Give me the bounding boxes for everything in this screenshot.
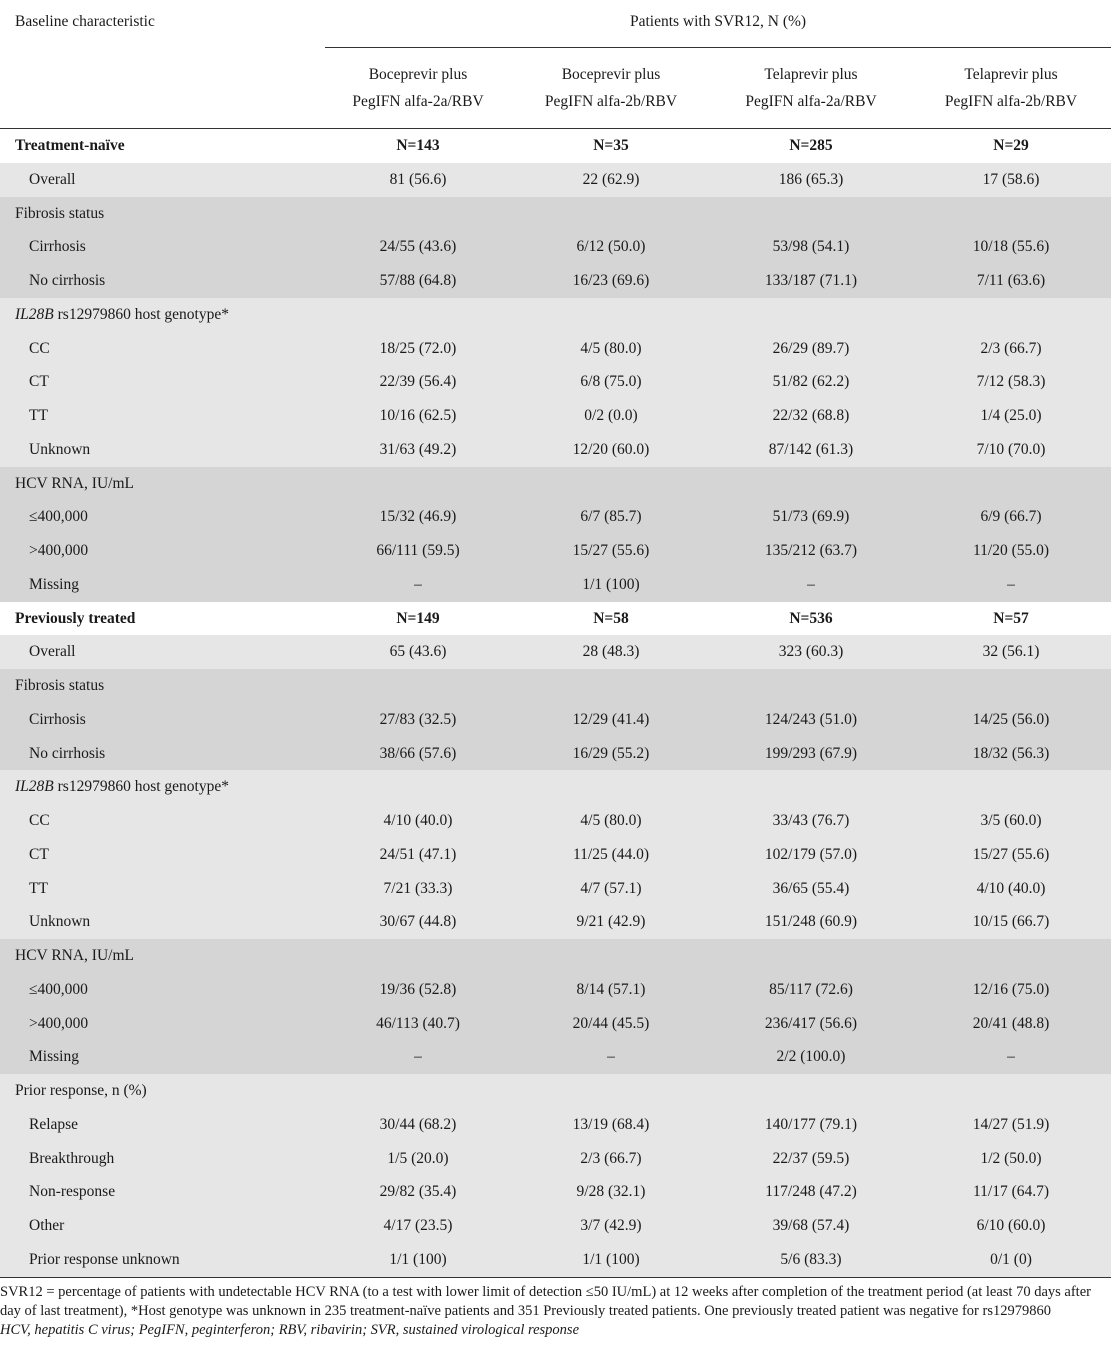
table-cell: 151/248 (60.9) <box>711 905 911 939</box>
table-cell: N=285 <box>711 129 911 163</box>
table-cell <box>911 770 1111 804</box>
col-header-baseline: Baseline characteristic <box>15 13 155 30</box>
table-cell: N=536 <box>711 602 911 636</box>
table-cell: 4/17 (23.5) <box>325 1209 511 1243</box>
table-cell: 6/12 (50.0) <box>511 230 711 264</box>
table-cell: 18/32 (56.3) <box>911 737 1111 771</box>
row-label: ≤400,000 <box>0 973 325 1007</box>
table-cell: 38/66 (57.6) <box>325 737 511 771</box>
table-cell: 14/25 (56.0) <box>911 703 1111 737</box>
table-cell: 11/20 (55.0) <box>911 534 1111 568</box>
table-cell: 7/21 (33.3) <box>325 872 511 906</box>
table-row <box>0 365 1111 399</box>
table-cell <box>325 467 511 501</box>
table-cell: 323 (60.3) <box>711 635 911 669</box>
table-cell: 3/7 (42.9) <box>511 1209 711 1243</box>
table-cell: 0/1 (0) <box>911 1243 1111 1277</box>
table-row <box>0 467 1111 501</box>
table-cell <box>911 1074 1111 1108</box>
row-label: Fibrosis status <box>0 197 325 231</box>
table-cell: – <box>911 1040 1111 1074</box>
table-row <box>0 1040 1111 1074</box>
table-cell: 236/417 (56.6) <box>711 1007 911 1041</box>
col-header-3: Telaprevir plus PegIFN alfa-2a/RBV <box>711 48 911 129</box>
row-label <box>0 298 325 332</box>
table-cell: 3/5 (60.0) <box>911 804 1111 838</box>
table-cell <box>325 1074 511 1108</box>
row-label: CC <box>0 332 325 366</box>
table-cell: 14/27 (51.9) <box>911 1108 1111 1142</box>
table-row <box>0 163 1111 197</box>
table-cell: – <box>325 1040 511 1074</box>
table-cell: 6/9 (66.7) <box>911 500 1111 534</box>
table-cell: 16/23 (69.6) <box>511 264 711 298</box>
table-cell: 124/243 (51.0) <box>711 703 911 737</box>
table-cell: 18/25 (72.0) <box>325 332 511 366</box>
table-cell: 16/29 (55.2) <box>511 737 711 771</box>
table-cell <box>711 197 911 231</box>
table-cell: 7/10 (70.0) <box>911 433 1111 467</box>
col-header-4: Telaprevir plus PegIFN alfa-2b/RBV <box>911 48 1111 129</box>
table-cell: 24/51 (47.1) <box>325 838 511 872</box>
table-cell: 199/293 (67.9) <box>711 737 911 771</box>
row-label: No cirrhosis <box>0 737 325 771</box>
table-cell: 6/7 (85.7) <box>511 500 711 534</box>
table-cell <box>325 197 511 231</box>
row-label: >400,000 <box>0 1007 325 1041</box>
table-cell <box>911 467 1111 501</box>
table-cell: 12/29 (41.4) <box>511 703 711 737</box>
table-cell <box>511 1074 711 1108</box>
table-cell: 31/63 (49.2) <box>325 433 511 467</box>
table-row <box>0 1243 1111 1277</box>
table-cell: 10/16 (62.5) <box>325 399 511 433</box>
table-cell <box>325 669 511 703</box>
table-cell: 0/2 (0.0) <box>511 399 711 433</box>
table-cell: 186 (65.3) <box>711 163 911 197</box>
table-cell: 28 (48.3) <box>511 635 711 669</box>
row-label: Non-response <box>0 1175 325 1209</box>
row-label: Relapse <box>0 1108 325 1142</box>
col-header-empty <box>0 48 325 129</box>
table-cell: 87/142 (61.3) <box>711 433 911 467</box>
table-cell: 81 (56.6) <box>325 163 511 197</box>
table-cell: 4/7 (57.1) <box>511 872 711 906</box>
spanner-header: Patients with SVR12, N (%) <box>325 0 1111 48</box>
row-label: TT <box>0 872 325 906</box>
row-label: Prior response, n (%) <box>0 1074 325 1108</box>
table-cell: 17 (58.6) <box>911 163 1111 197</box>
table-cell: 11/25 (44.0) <box>511 838 711 872</box>
table-cell <box>711 298 911 332</box>
table-cell: 2/3 (66.7) <box>911 332 1111 366</box>
table-cell: N=58 <box>511 602 711 636</box>
table-cell: 1/1 (100) <box>511 1243 711 1277</box>
table-cell: 36/65 (55.4) <box>711 872 911 906</box>
table-cell <box>911 298 1111 332</box>
table-cell <box>511 197 711 231</box>
row-label: Cirrhosis <box>0 703 325 737</box>
table-cell: 12/16 (75.0) <box>911 973 1111 1007</box>
table-cell: 15/27 (55.6) <box>511 534 711 568</box>
footnote <box>0 1278 1111 1340</box>
row-label: Missing <box>0 1040 325 1074</box>
table-row <box>0 973 1111 1007</box>
table-cell: 9/21 (42.9) <box>511 905 711 939</box>
table-row <box>0 399 1111 433</box>
table-cell: 1/1 (100) <box>325 1243 511 1277</box>
table-row <box>0 635 1111 669</box>
table-cell: 53/98 (54.1) <box>711 230 911 264</box>
table-row <box>0 264 1111 298</box>
table-row <box>0 905 1111 939</box>
label-rest: rs12979860 host genotype* <box>53 305 229 323</box>
table-cell <box>511 939 711 973</box>
table-row <box>0 737 1111 771</box>
gene-name: IL28B <box>15 778 54 796</box>
footnote-text: SVR12 = percentage of patients with undetectable HCV RNA (to a test with lower limit of detection ≤50 IU/mL) at 12 weeks after completion of the treatment period (at least 70 days after day of last treatment), *Host genotype was unknown in 235 treatment-naïve patients and 351 Previously treated patients. One previously treated patient was negative for rs12979860 <box>0 1283 1091 1319</box>
table-cell: 1/5 (20.0) <box>325 1142 511 1176</box>
table-cell: 22/39 (56.4) <box>325 365 511 399</box>
table-cell: 4/5 (80.0) <box>511 804 711 838</box>
table-cell: 1/2 (50.0) <box>911 1142 1111 1176</box>
table-row <box>0 500 1111 534</box>
table-cell <box>325 770 511 804</box>
table-cell: 39/68 (57.4) <box>711 1209 911 1243</box>
table-cell <box>325 298 511 332</box>
table-row <box>0 568 1111 602</box>
table-cell: 133/187 (71.1) <box>711 264 911 298</box>
table-cell: N=57 <box>911 602 1111 636</box>
table-row <box>0 1007 1111 1041</box>
row-label <box>0 770 325 804</box>
table-cell <box>511 467 711 501</box>
table-cell: 6/10 (60.0) <box>911 1209 1111 1243</box>
table-cell: 46/113 (40.7) <box>325 1007 511 1041</box>
table-cell: 140/177 (79.1) <box>711 1108 911 1142</box>
table-cell <box>325 939 511 973</box>
table-cell: 22/32 (68.8) <box>711 399 911 433</box>
table-cell <box>911 197 1111 231</box>
table-cell: 65 (43.6) <box>325 635 511 669</box>
table-cell: 51/82 (62.2) <box>711 365 911 399</box>
row-label: Overall <box>0 635 325 669</box>
table-cell <box>711 1074 911 1108</box>
table-cell <box>511 669 711 703</box>
table-row <box>0 602 1111 636</box>
table-cell: 8/14 (57.1) <box>511 973 711 1007</box>
table-cell: 57/88 (64.8) <box>325 264 511 298</box>
table-cell: 5/6 (83.3) <box>711 1243 911 1277</box>
table-cell: 32 (56.1) <box>911 635 1111 669</box>
table-row <box>0 1209 1111 1243</box>
col-header-2: Boceprevir plus PegIFN alfa-2b/RBV <box>511 48 711 129</box>
row-label: >400,000 <box>0 534 325 568</box>
table-cell <box>711 770 911 804</box>
table-cell: N=35 <box>511 129 711 163</box>
table-cell: 29/82 (35.4) <box>325 1175 511 1209</box>
row-label: Missing <box>0 568 325 602</box>
table-cell: 9/28 (32.1) <box>511 1175 711 1209</box>
table-cell: 66/111 (59.5) <box>325 534 511 568</box>
table-cell <box>711 939 911 973</box>
table-cell: N=143 <box>325 129 511 163</box>
row-label: TT <box>0 399 325 433</box>
table-cell: – <box>911 568 1111 602</box>
table-cell: 26/29 (89.7) <box>711 332 911 366</box>
table-cell: 2/2 (100.0) <box>711 1040 911 1074</box>
table-cell <box>911 669 1111 703</box>
header-row <box>0 0 1111 48</box>
table-cell: 102/179 (57.0) <box>711 838 911 872</box>
table-row <box>0 197 1111 231</box>
table-cell: 11/17 (64.7) <box>911 1175 1111 1209</box>
table-cell: 117/248 (47.2) <box>711 1175 911 1209</box>
table-row <box>0 872 1111 906</box>
table-cell: – <box>511 1040 711 1074</box>
row-label: HCV RNA, IU/mL <box>0 467 325 501</box>
table-cell: 7/11 (63.6) <box>911 264 1111 298</box>
col-header-1: Boceprevir plus PegIFN alfa-2a/RBV <box>325 48 511 129</box>
table-cell: 30/67 (44.8) <box>325 905 511 939</box>
table-row <box>0 1175 1111 1209</box>
table-cell: 30/44 (68.2) <box>325 1108 511 1142</box>
table-cell: 135/212 (63.7) <box>711 534 911 568</box>
column-headers-row <box>0 48 1111 129</box>
row-label: Prior response unknown <box>0 1243 325 1277</box>
row-label: Cirrhosis <box>0 230 325 264</box>
table-cell: 51/73 (69.9) <box>711 500 911 534</box>
table-cell: 6/8 (75.0) <box>511 365 711 399</box>
row-label: CT <box>0 838 325 872</box>
table-cell: 10/18 (55.6) <box>911 230 1111 264</box>
table-cell: 12/20 (60.0) <box>511 433 711 467</box>
table-cell: 4/10 (40.0) <box>911 872 1111 906</box>
table-cell: – <box>325 568 511 602</box>
table-row <box>0 230 1111 264</box>
row-label: Breakthrough <box>0 1142 325 1176</box>
footnote-abbreviations: HCV, hepatitis C virus; PegIFN, peginterferon; RBV, ribavirin; SVR, sustained virological response <box>0 1321 580 1338</box>
table-row <box>0 703 1111 737</box>
row-label: HCV RNA, IU/mL <box>0 939 325 973</box>
table-cell: 85/117 (72.6) <box>711 973 911 1007</box>
table-cell: 20/44 (45.5) <box>511 1007 711 1041</box>
table-row <box>0 433 1111 467</box>
table-cell: 13/19 (68.4) <box>511 1108 711 1142</box>
table-cell: 15/27 (55.6) <box>911 838 1111 872</box>
table-row <box>0 129 1111 163</box>
row-label: Overall <box>0 163 325 197</box>
table-cell <box>511 298 711 332</box>
table-row <box>0 770 1111 804</box>
table-cell <box>511 770 711 804</box>
table-cell: 1/1 (100) <box>511 568 711 602</box>
table-cell: – <box>711 568 911 602</box>
table-cell: 19/36 (52.8) <box>325 973 511 1007</box>
table-cell: 27/83 (32.5) <box>325 703 511 737</box>
table-row <box>0 1108 1111 1142</box>
table-cell: 22 (62.9) <box>511 163 711 197</box>
table-cell: 4/10 (40.0) <box>325 804 511 838</box>
gene-name: IL28B <box>15 305 54 323</box>
row-label: Unknown <box>0 905 325 939</box>
row-label: Fibrosis status <box>0 669 325 703</box>
table-cell: N=29 <box>911 129 1111 163</box>
table-cell: 24/55 (43.6) <box>325 230 511 264</box>
table-cell: 10/15 (66.7) <box>911 905 1111 939</box>
table-row <box>0 804 1111 838</box>
table-cell: 1/4 (25.0) <box>911 399 1111 433</box>
row-label: Unknown <box>0 433 325 467</box>
row-label: CC <box>0 804 325 838</box>
table-cell: 20/41 (48.8) <box>911 1007 1111 1041</box>
table-cell: N=149 <box>325 602 511 636</box>
table-cell: 2/3 (66.7) <box>511 1142 711 1176</box>
table-row <box>0 1142 1111 1176</box>
table-cell: 7/12 (58.3) <box>911 365 1111 399</box>
table-cell: 22/37 (59.5) <box>711 1142 911 1176</box>
table-row <box>0 939 1111 973</box>
row-label: Previously treated <box>0 602 325 636</box>
row-label: CT <box>0 365 325 399</box>
label-rest: rs12979860 host genotype* <box>53 778 229 796</box>
table-row <box>0 838 1111 872</box>
row-label: Other <box>0 1209 325 1243</box>
row-label: Treatment-naïve <box>0 129 325 163</box>
table-cell: 4/5 (80.0) <box>511 332 711 366</box>
table-cell <box>911 939 1111 973</box>
table-row <box>0 332 1111 366</box>
table-row <box>0 298 1111 332</box>
table-cell: 15/32 (46.9) <box>325 500 511 534</box>
row-label: No cirrhosis <box>0 264 325 298</box>
table-cell <box>711 669 911 703</box>
row-label: ≤400,000 <box>0 500 325 534</box>
table-cell: 33/43 (76.7) <box>711 804 911 838</box>
table-row <box>0 1074 1111 1108</box>
table-row <box>0 534 1111 568</box>
table-cell <box>711 467 911 501</box>
table-row <box>0 669 1111 703</box>
